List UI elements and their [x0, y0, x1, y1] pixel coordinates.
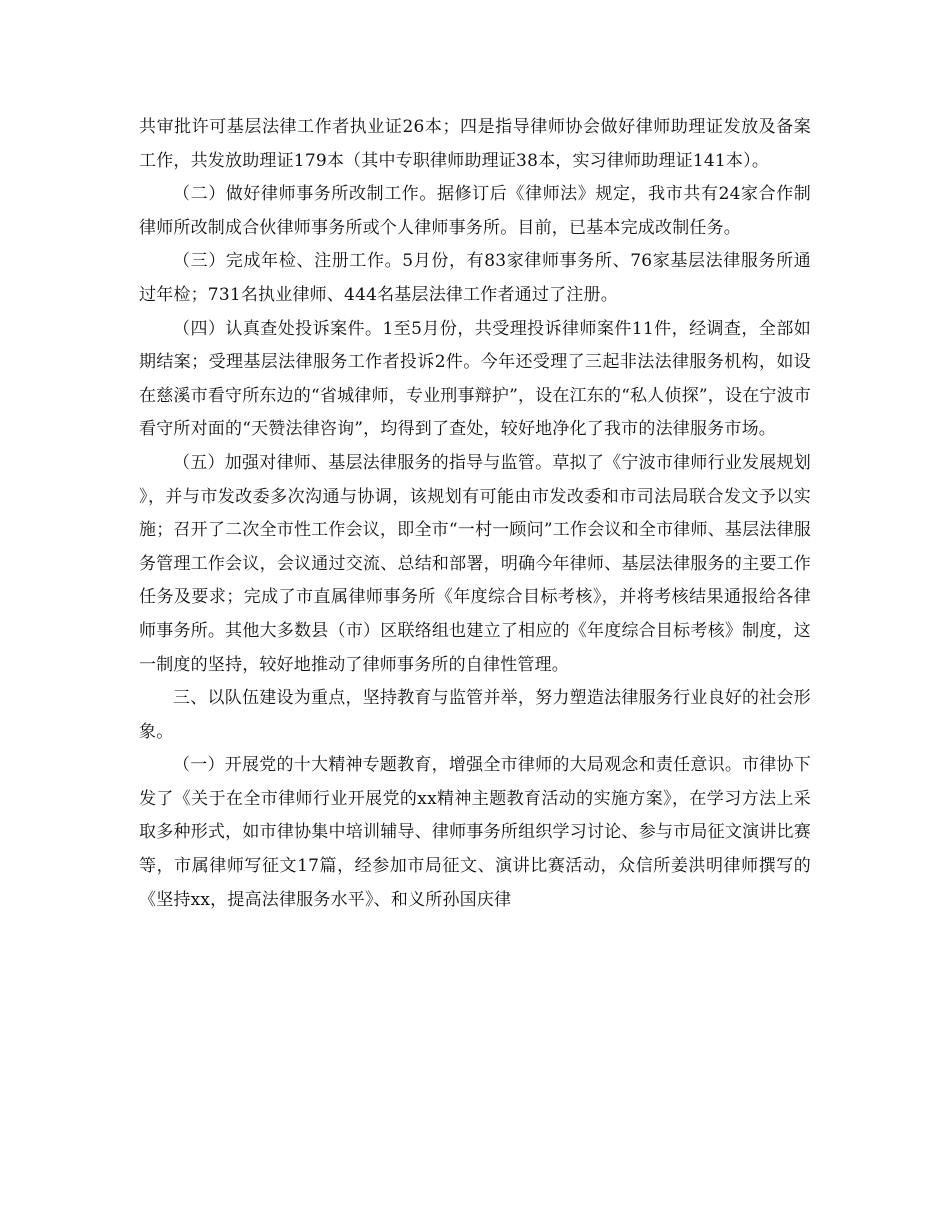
- paragraph-5: （五）加强对律师、基层法律服务的指导与监管。草拟了《宁波市律师行业发展规划》，并与市发改委多次沟通与协调，该规划有可能由市发改委和市司法局联合发文予以实施；召开了二次全市性工作会议，即全市“一村一顾问”工作会议和全市律师、基层法律服务管理工作会议，会议通过交流、总结和部署，明确今年律师、基层法律服务的主要工作任务及要求；完成了市直属律师事务所《年度综合目标考核》，并将考核结果通报给各律师事务所。其他大多数县（市）区联络组也建立了相应的《年度综合目标考核》制度，这一制度的坚持，较好地推动了律师事务所的自律性管理。: [139, 452, 811, 675]
- paragraph-4: （四）认真查处投诉案件。1至5月份，共受理投诉律师案件11件，经调查，全部如期结案；受理基层法律服务工作者投诉2件。今年还受理了三起非法法律服务机构，如设在慈溪市看守所东边的“省城律师，专业刑事辩护”，设在江东的“私人侦探”，设在宁波市看守所对面的“天赞法律咨询”，均得到了查处，较好地净化了我市的法律服务市场。: [139, 318, 811, 440]
- paragraph-1: 共审批许可基层法律工作者执业证26本；四是指导律师协会做好律师助理证发放及备案工作，共发放助理证179本（其中专职律师助理证38本，实习律师助理证141本）。: [139, 117, 811, 171]
- section-heading-3: 三、以队伍建设为重点，坚持教育与监管并举，努力塑造法律服务行业良好的社会形象。: [139, 688, 811, 742]
- paragraph-6: （一）开展党的十大精神专题教育，增强全市律师的大局观念和责任意识。市律协下发了《关于在全市律师行业开展党的xx精神主题教育活动的实施方案》，在学习方法上采取多种形式，如市律协集中培训辅导、律师事务所组织学习讨论、参与市局征文演讲比赛等，市属律师写征文17篇，经参加市局征文、演讲比赛活动，众信所姜洪明律师撰写的《坚持xx，提高法律服务水平》、和义所孙国庆律: [139, 755, 811, 910]
- paragraph-3: （三）完成年检、注册工作。5月份，有83家律师事务所、76家基层法律服务所通过年检；731名执业律师、444名基层法律工作者通过了注册。: [139, 251, 811, 305]
- document-body: [139, 111, 811, 917]
- paragraph-2: （二）做好律师事务所改制工作。据修订后《律师法》规定，我市共有24家合作制律师所改制成合伙律师事务所或个人律师事务所。目前，已基本完成改制任务。: [139, 184, 811, 238]
